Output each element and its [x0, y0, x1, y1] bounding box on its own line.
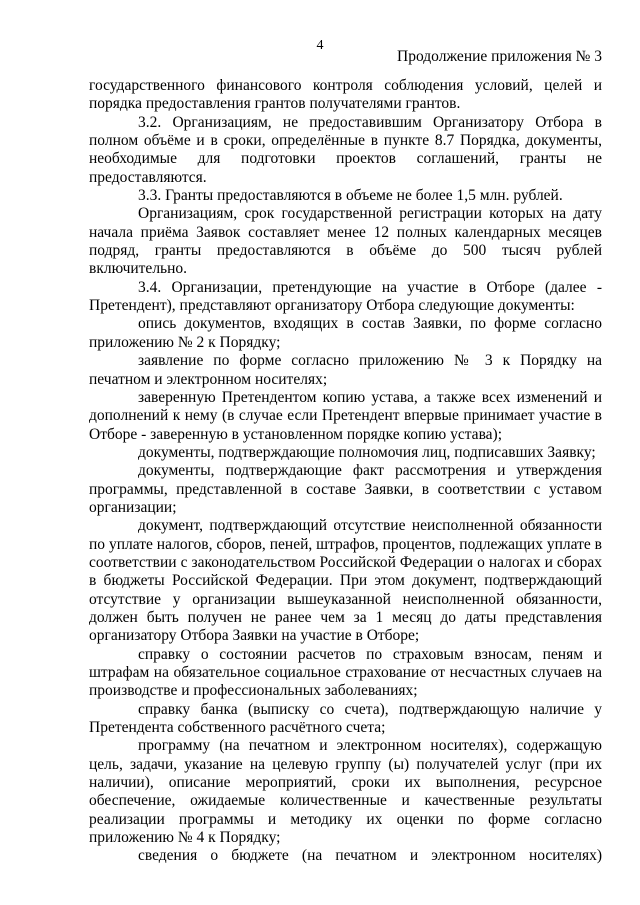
paragraph-new-organizations: Организациям, срок государственной регистрации которых на дату начала приёма Заявок составляет менее 12 полных календарных месяцев подряд, гранты предоставляются в объёме до 500 тысяч рублей включительно.	[89, 205, 602, 278]
paragraph-3-2: 3.2. Организациям, не предоставившим Организатору Отбора в полном объёме и в сроки, определённые в пункте 8.7 Порядка, документы, необходимые для подготовки проектов соглашений, гранты не предоставляются.	[89, 113, 602, 186]
list-item-inventory: опись документов, входящих в состав Заявки, по форме согласно приложению № 2 к Порядку;	[89, 315, 602, 351]
list-item-budget: сведения о бюджете (на печатном и электронном носителях)	[138, 847, 602, 865]
list-item-program: программу (на печатном и электронном носителях), содержащую цель, задачи, указание на целевую группу (ы) получателей услуг (при их наличии), описание мероприятий, сроки их выполнения, ресурсное обеспечение, ожидаемые количественные и качественные результаты реализации программы и методику их оценки по форме согласно приложению № 4 к Порядку;	[89, 737, 602, 847]
list-item-charter-copy: заверенную Претендентом копию устава, а также всех изменений и дополнений к нему (в случае если Претендент впервые принимает участие в Отборе - заверенную в установленном порядке копию устава);	[89, 388, 602, 443]
list-item-tax-certificate: документ, подтверждающий отсутствие неисполненной обязанности по уплате налогов, сборов, пеней, штрафов, процентов, подлежащих уплате в соответствии с законодательством Российской Федерации о налогах и сборах в бюджеты Российской Федерации. При этом документ, подтверждающий отсутствие у организации вышеуказанной неисполненной обязанности, должен быть получен не ранее чем за 1 месяц до даты представления организатору Отбора Заявки на участие в Отборе;	[89, 517, 602, 645]
paragraph-3-3: 3.3. Гранты предоставляются в объеме не более 1,5 млн. рублей.	[138, 187, 563, 205]
appendix-continuation-note: Продолжение приложения № 3	[397, 48, 602, 65]
list-item-bank-certificate: справку банка (выписку со счета), подтверждающую наличие у Претендента собственного расчётного счета;	[89, 700, 602, 737]
paragraph-3-4: 3.4. Организации, претендующие на участие в Отборе (далее - Претендент), представляют организатору Отбора следующие документы:	[89, 278, 602, 315]
document-body	[89, 77, 602, 866]
paragraph-continuation: государственного финансового контроля соблюдения условий, целей и порядка предоставления грантов получателями грантов.	[89, 77, 602, 113]
list-item-insurance-certificate: справку о состоянии расчетов по страховым взносам, пеням и штрафам на обязательное социальное страхование от несчастных случаев на производстве и профессиональных заболеваниях;	[89, 645, 602, 700]
list-item-authority-docs: документы, подтверждающие полномочия лиц, подписавших Заявку;	[138, 443, 596, 461]
page-number: 4	[316, 38, 324, 53]
list-item-program-approval: документы, подтверждающие факт рассмотрения и утверждения программы, представленной в составе Заявки, в соответствии с уставом организации;	[89, 462, 602, 516]
list-item-application: заявление по форме согласно приложению № 3 к Порядку на печатном и электронном носителях;	[89, 352, 602, 388]
